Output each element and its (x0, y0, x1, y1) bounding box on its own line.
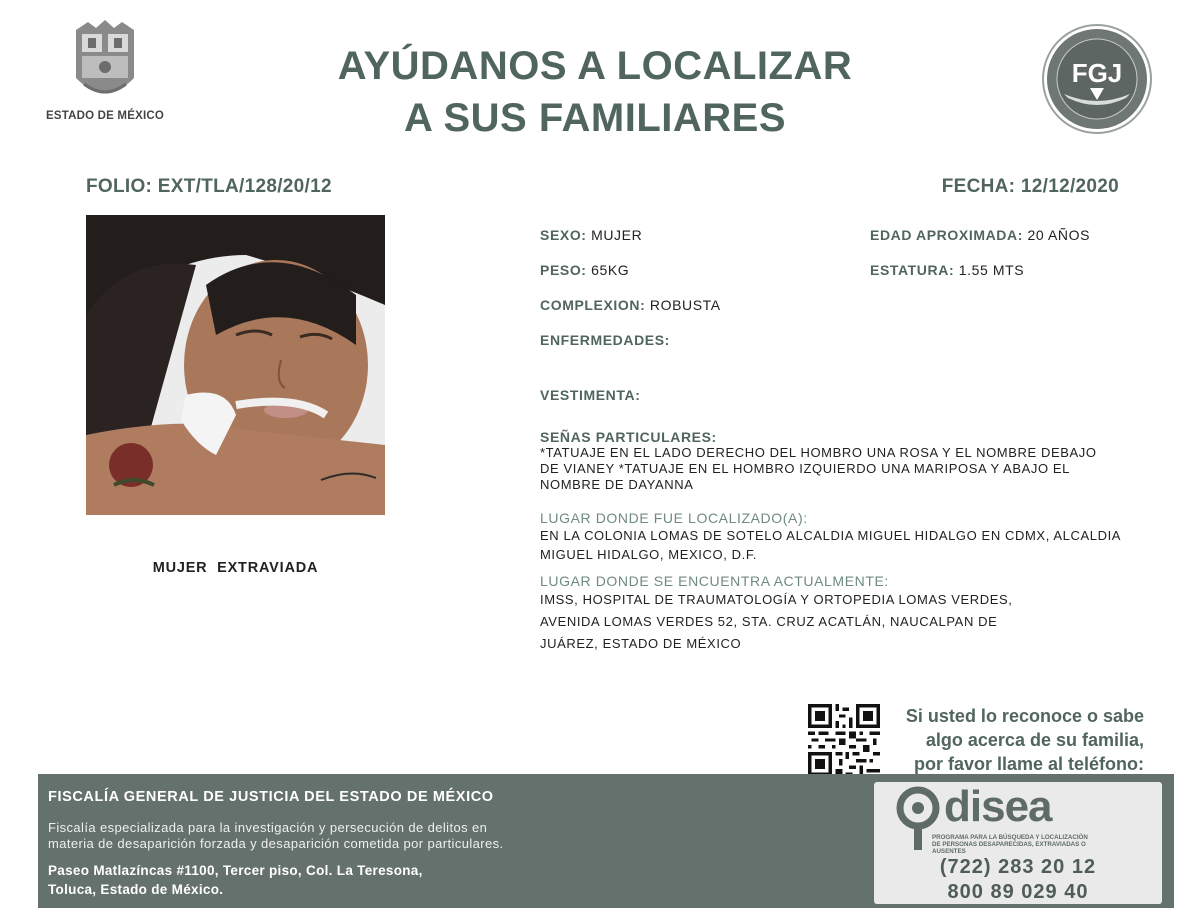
call-prompt (880, 704, 1144, 776)
estatura-label: ESTATURA: (870, 262, 955, 278)
edad-field (870, 227, 1090, 243)
lugar-localizado-line: MIGUEL HIDALGO, MEXICO, D.F. (540, 547, 758, 562)
footer-address-line: Paseo Matlazíncas #1100, Tercer piso, Col. La Teresona, (48, 863, 423, 878)
photo-caption: MUJER EXTRAVIADA (152, 560, 319, 576)
enfermedades-field (540, 332, 670, 348)
edad-label: EDAD APROXIMADA: (870, 227, 1023, 243)
fgj-seal-text: FGJ (1071, 58, 1123, 88)
estado-de-mexico-logo (40, 18, 170, 133)
odisea-tag-line: DE PERSONAS DESAPARECIDAS, EXTRAVIADAS O (932, 841, 1086, 848)
prompt-line-2: algo acerca de su familia, (925, 730, 1144, 750)
vestimenta-field (540, 387, 640, 403)
person-photo (86, 215, 385, 515)
fecha-value: 12/12/2020 (1020, 176, 1119, 197)
folio-value: EXT/TLA/128/20/12 (157, 176, 332, 197)
footer-desc-line: materia de desaparición forzada y desaparición cometida por particulares. (48, 836, 504, 851)
folio (86, 176, 332, 198)
lugar-localizado-label: LUGAR DONDE FUE LOCALIZADO(A): (540, 510, 808, 526)
senas-text (540, 445, 1140, 493)
senas-line: NOMBRE DE DAYANNA (540, 477, 694, 492)
footer-address-line: Toluca, Estado de México. (48, 882, 224, 897)
phone-number-2[interactable]: 800 89 029 40 (947, 881, 1089, 903)
peso-value: 65KG (591, 262, 630, 278)
folio-label: FOLIO: (86, 176, 153, 197)
footer-desc-line: Fiscalía especializada para la investigación y persecución de delitos en (48, 820, 488, 835)
footer-description (48, 820, 628, 852)
estatura-field (870, 262, 1024, 278)
enfermedades-label: ENFERMEDADES: (540, 332, 670, 348)
phone-number-1[interactable]: (722) 283 20 12 (939, 856, 1097, 878)
peso-field (540, 262, 629, 278)
footer-title: FISCALÍA GENERAL DE JUSTICIA DEL ESTADO DE MÉXICO (48, 789, 494, 805)
lugar-actual-label: LUGAR DONDE SE ENCUENTRA ACTUALMENTE: (540, 573, 889, 589)
odisea-brand: disea (944, 782, 1052, 831)
prompt-line-3: por favor llame al teléfono: (913, 754, 1144, 774)
lugar-actual-line: JUÁREZ, ESTADO DE MÉXICO (540, 636, 742, 651)
fecha-label: FECHA: (941, 176, 1016, 197)
page-title (260, 40, 930, 144)
lugar-actual-text (540, 589, 1140, 655)
title-line-2: A SUS FAMILIARES (403, 96, 787, 140)
odisea-tagline (932, 834, 1162, 855)
lugar-localizado-line: EN LA COLONIA LOMAS DE SOTELO ALCALDIA MIGUEL HIDALGO EN CDMX, ALCALDIA (540, 528, 1122, 543)
coat-of-arms-icon (66, 18, 144, 104)
odisea-box (874, 782, 1162, 904)
footer-address (48, 861, 608, 899)
sexo-label: SEXO: (540, 227, 587, 243)
lugar-actual-line: AVENIDA LOMAS VERDES 52, STA. CRUZ ACATLÁN, NAUCALPAN DE (540, 614, 998, 629)
senas-label: SEÑAS PARTICULARES: (540, 429, 717, 445)
edad-value: 20 AÑOS (1027, 227, 1091, 243)
senas-line: DE VIANEY *TATUAJE EN EL HOMBRO IZQUIERDO UNA MARIPOSA Y ABAJO EL (540, 461, 1070, 476)
senas-line: *TATUAJE EN EL LADO DERECHO DEL HOMBRO UNA ROSA Y EL NOMBRE DEBAJO (540, 445, 1097, 460)
lugar-localizado-text (540, 526, 1170, 564)
vestimenta-label: VESTIMENTA: (540, 387, 641, 403)
title-line-1: AYÚDANOS A LOCALIZAR (337, 44, 853, 88)
state-label: ESTADO DE MÉXICO (46, 110, 164, 122)
estatura-value: 1.55 MTS (958, 262, 1025, 278)
complexion-field (540, 297, 721, 313)
lugar-actual-line: IMSS, HOSPITAL DE TRAUMATOLOGÍA Y ORTOPEDIA LOMAS VERDES, (540, 592, 1013, 607)
footer (38, 774, 1174, 908)
complexion-value: ROBUSTA (649, 297, 721, 313)
fgj-logo (1040, 22, 1155, 137)
complexion-label: COMPLEXION: (540, 297, 646, 313)
fgj-seal-icon (1040, 22, 1155, 137)
prompt-line-1: Si usted lo reconoce o sabe (905, 706, 1144, 726)
qr-code-icon[interactable] (808, 704, 880, 776)
odisea-tag-line: AUSENTES (932, 848, 966, 855)
sexo-value: MUJER (591, 227, 643, 243)
peso-label: PESO: (540, 262, 587, 278)
sexo-field (540, 227, 642, 243)
fecha (942, 176, 1119, 198)
odisea-tag-line: PROGRAMA PARA LA BÚSQUEDA Y LOCALIZACIÓN (932, 834, 1088, 841)
